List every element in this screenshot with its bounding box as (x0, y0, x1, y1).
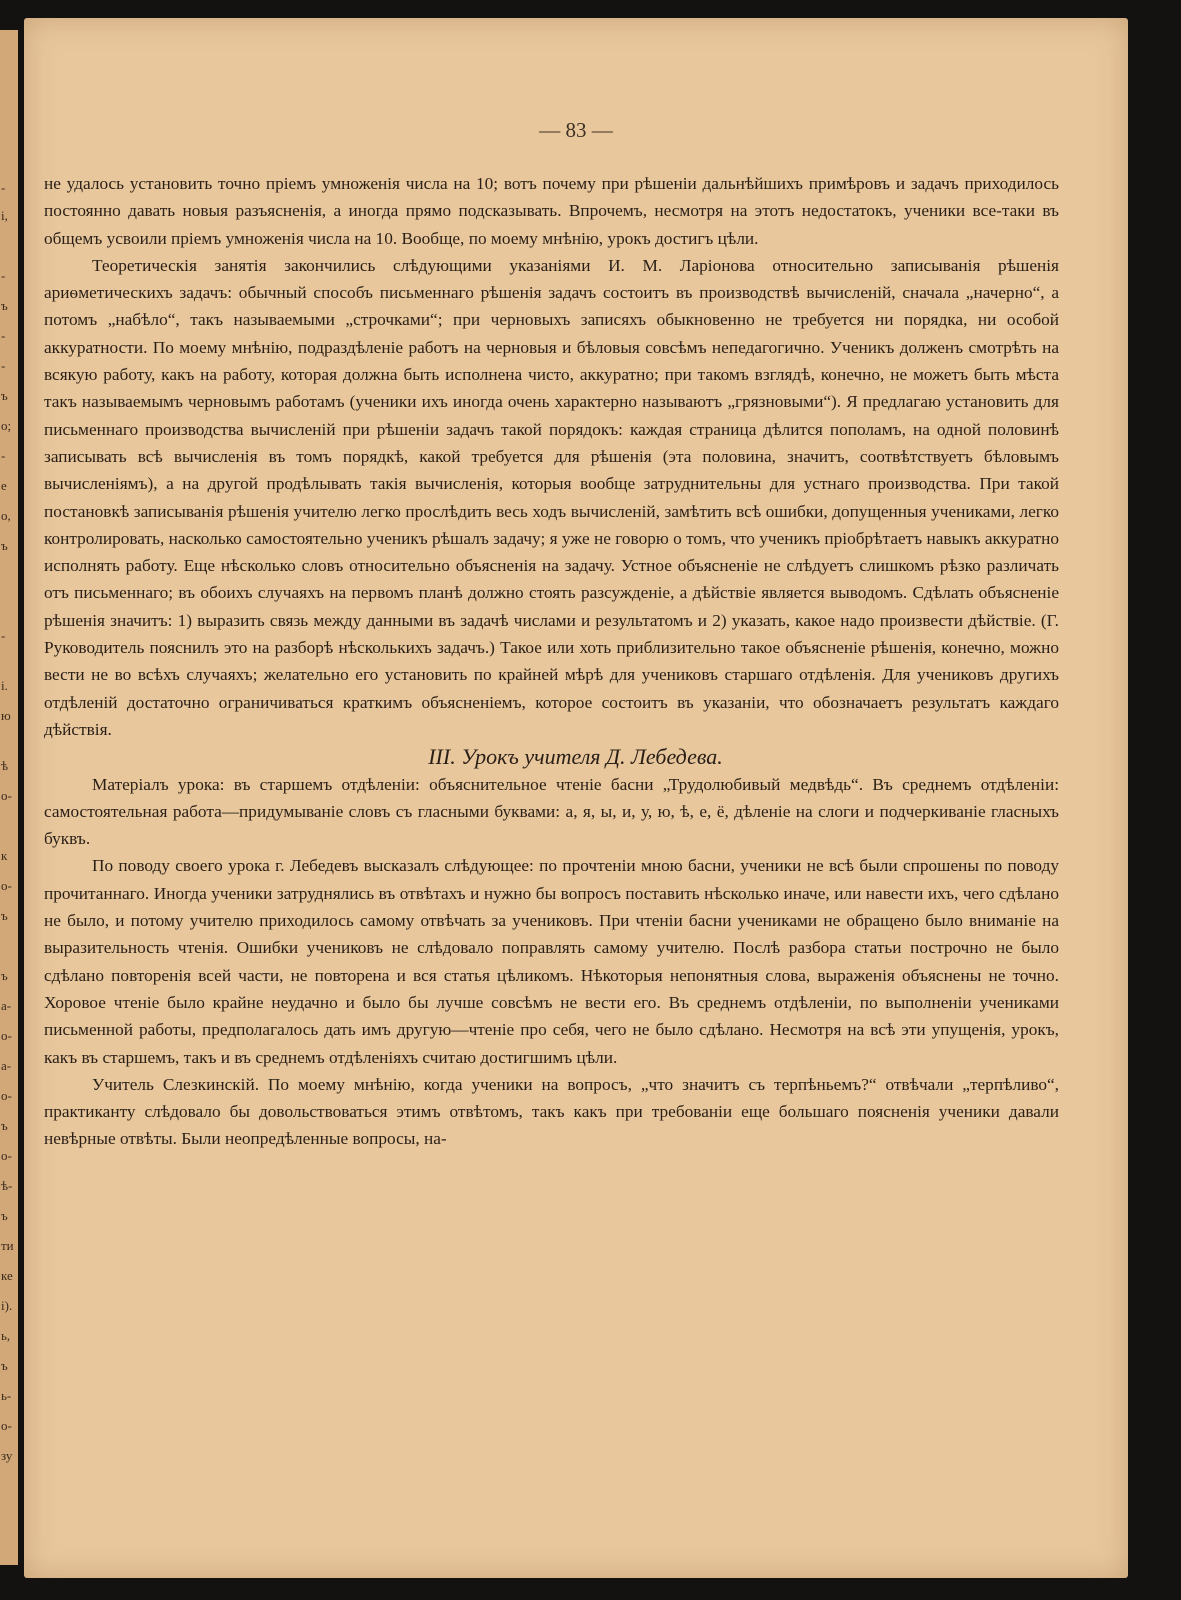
margin-fragment: ъ (1, 908, 8, 923)
margin-fragment: - (1, 328, 6, 343)
margin-fragment: ъ (1, 1208, 8, 1223)
margin-fragment: зу (1, 1448, 13, 1463)
page-number: — 83 — (539, 118, 613, 142)
margin-fragment: o- (1, 878, 12, 893)
margin-fragment: o- (1, 788, 12, 803)
section-heading: III. Урокъ учителя Д. Лебедева. (428, 744, 723, 770)
margin-fragment: ь- (1, 1388, 12, 1403)
margin-fragment: ъ (1, 1118, 8, 1133)
book-page (24, 18, 1128, 1578)
margin-fragment: - (1, 358, 6, 373)
margin-fragment: ъ (1, 298, 8, 313)
margin-fragment: i. (1, 678, 8, 693)
margin-fragment: o- (1, 1418, 12, 1433)
margin-fragment: - (1, 448, 6, 463)
paragraph: Теоретическія занятія закончились слѣдующими указаніями И. М. Ларіонова относительно записыванія рѣшенія ариѳметическихъ задачъ: обычный способъ письменнаго рѣшенія задачъ состоитъ въ производствѣ вычисленій, сначала „начерно“, а потомъ „набѣло“, такъ называемыми „строчками“; при черновыхъ записяхъ обыкновенно не требуется ни порядка, ни особой аккуратности. По моему мнѣнію, подраздѣленіе работъ на черновыя и бѣловыя совсѣмъ непедагогично. Ученикъ долженъ смотрѣть на всякую работу, какъ на работу, которая должна быть исполнена чисто, аккуратно; при такомъ взглядѣ, конечно, не можетъ быть мѣста такъ называемымъ черновымъ работамъ (ученики ихъ иногда очень характерно называютъ „грязновыми“). Я предлагаю установить для письменнаго производства вычисленій при рѣшеніи задачъ такой порядокъ: каждая страница дѣлится пополамъ, на одной половинѣ записывать всѣ вычисленія въ томъ порядкѣ, какой требуется для рѣшенія (эта половина, значитъ, соотвѣтствуетъ бѣловымъ вычисленіямъ), а на другой продѣлывать такія вычисленія, которыя вообще затруднительны для устнаго производства. При такой постановкѣ записыванія рѣшенія учителю легко прослѣдить весь ходъ вычисленій, замѣтить всѣ ошибки, допущенныя учениками, легко контролировать, насколько самостоятельно ученикъ рѣшалъ задачу; я уже не говорю о томъ, что ученикъ пріобрѣтаетъ навыкъ аккуратно исполнять работу. Еще нѣсколько словъ относительно объясненія на задачу. Устное объясненіе не слѣдуетъ слишкомъ рѣзко различать отъ письменнаго; въ обоихъ случаяхъ на первомъ планѣ должно стоять разсужденіе, а дѣйствіе является выводомъ. Сдѣлать объясненіе рѣшенія значитъ: 1) выразить связь между данными въ задачѣ числами и результатомъ и 2) указать, какое надо произвести дѣйствіе. (Г. Руководитель пояснилъ это на разборѣ нѣсколькихъ задачъ.) Такое или хоть приблизительно такое объясненіе рѣшенія, конечно, можно вести не во всѣхъ случаяхъ; желательно его установить по крайней мѣрѣ для учениковъ старшаго отдѣленія. Для учениковъ другихъ отдѣленій достаточно ограничиваться краткимъ объясненіемъ, которое состоитъ въ указаніи, что обозначаетъ результатъ каждаго дѣйствія. (44, 255, 1059, 739)
page-body (44, 170, 1059, 1153)
margin-fragment: ѣ- (1, 1178, 13, 1193)
margin-fragment: ке (1, 1268, 13, 1283)
margin-fragment: ъ (1, 388, 8, 403)
margin-fragment: - (1, 268, 6, 283)
margin-fragment: o; (1, 418, 12, 433)
margin-fragment: a- (1, 1058, 12, 1073)
margin-fragment: ъ (1, 538, 8, 553)
margin-fragment: ъ (1, 968, 8, 983)
paragraph: Учитель Слезкинскій. По моему мнѣнію, когда ученики на вопросъ, „что значитъ съ терпѣньемъ?“ отвѣчали „терпѣливо“, практиканту слѣдовало бы довольствоваться этимъ отвѣтомъ, такъ какъ при требованіи еще большаго поясненія ученики давали невѣрные отвѣты. Были неопредѣленные вопросы, на- (44, 1074, 1059, 1149)
margin-fragment: ь, (1, 1328, 11, 1343)
margin-fragment: ъ (1, 1358, 8, 1373)
adjacent-page-strip (0, 30, 18, 1565)
margin-fragment: o- (1, 1028, 12, 1043)
margin-fragment: o- (1, 1088, 12, 1103)
margin-fragment: o, (1, 508, 11, 523)
margin-fragment: ѣ (1, 758, 9, 773)
margin-fragment: к (1, 848, 8, 863)
margin-fragment: ю (1, 708, 11, 723)
margin-fragment: e (1, 478, 7, 493)
margin-fragment: i, (1, 208, 8, 223)
margin-fragment: a- (1, 998, 12, 1013)
margin-fragment: o- (1, 1148, 12, 1163)
margin-fragment: i). (1, 1298, 13, 1313)
paragraph: не удалось установить точно пріемъ умноженія числа на 10; вотъ почему при рѣшеніи дальнѣйшихъ примѣровъ и задачъ приходилось постоянно давать новыя разъясненія, а иногда прямо подсказывать. Впрочемъ, несмотря на этотъ недостатокъ, ученики все-таки въ общемъ усвоили пріемъ умноженія числа на 10. Вообще, по моему мнѣнію, урокъ достигъ цѣли. (44, 174, 1059, 248)
margin-fragment: ти (1, 1238, 14, 1253)
margin-fragment: - (1, 180, 6, 195)
paragraph: По поводу своего урока г. Лебедевъ высказалъ слѣдующее: по прочтеніи мною басни, ученики не всѣ были спрошены по поводу прочитаннаго. Иногда ученики затруднялись въ отвѣтахъ и нужно бы вопросъ поставить нѣсколько иначе, или навести ихъ, чего сдѣлано не было, и потому учителю приходилось самому отвѣчать за учениковъ. При чтеніи басни учениками не обращено было вниманіе на выразительность чтенія. Ошибки учениковъ не слѣдовало поправлять самому учителю. Послѣ разбора статьи построчно не было сдѣлано повторенія всей части, не повторена и вся статья цѣликомъ. Нѣкоторыя непонятныя слова, выраженія объяснены не точно. Хоровое чтеніе было крайне неудачно и было бы лучше совсѣмъ не вести его. Въ среднемъ отдѣленіи, по выполненіи учениками письменной работы, предполагалось дать имъ другую—чтеніе про себя, чего не было сдѣлано. Несмотря на всѣ эти упущенія, урокъ, какъ въ старшемъ, такъ и въ среднемъ отдѣленіяхъ считаю достигшимъ цѣли. (44, 856, 1059, 1067)
paragraph: Матеріалъ урока: въ старшемъ отдѣленіи: объяснительное чтеніе басни „Трудолюбивый медвѣдь“. Въ среднемъ отдѣленіи: самостоятельная работа—придумываніе словъ съ гласными буквами: а, я, ы, и, у, ю, ѣ, е, ё, дѣленіе на слоги и подчеркиваніе гласныхъ буквъ. (44, 774, 1059, 849)
margin-fragment: - (1, 628, 6, 643)
